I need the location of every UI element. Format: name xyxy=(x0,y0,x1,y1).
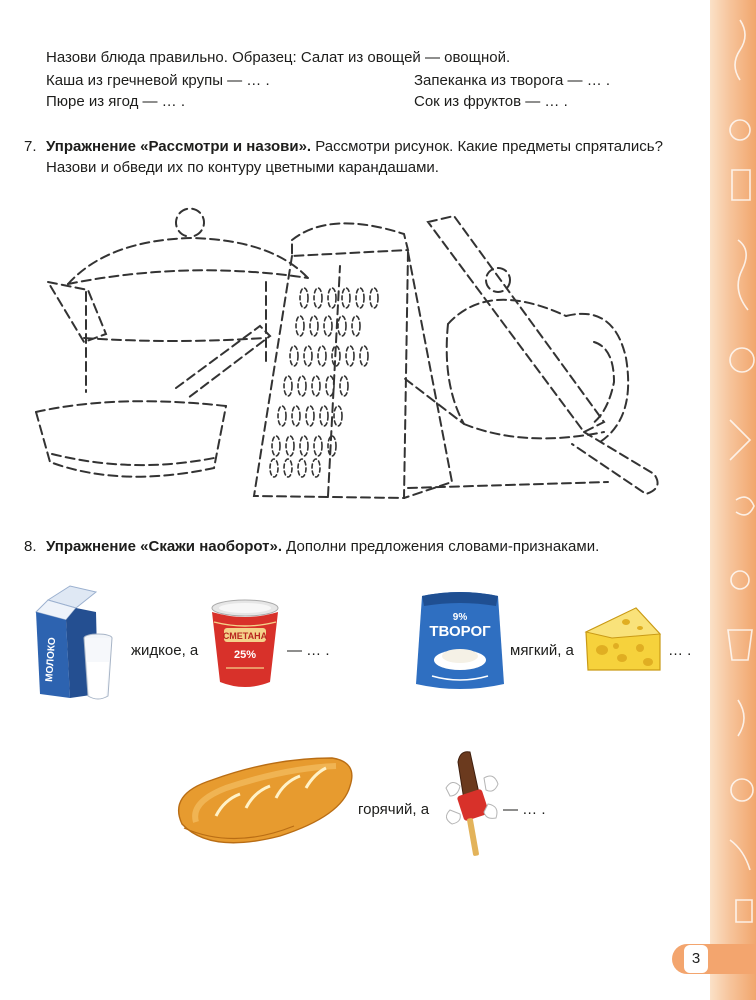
word-hot: горячий, а xyxy=(358,801,430,818)
kitchen-doodles-icon xyxy=(710,0,756,1000)
tvorog-percent: 9% xyxy=(452,612,468,623)
tvorog-label: ТВОРОГ xyxy=(429,623,491,640)
exercise-7-title: Упражнение «Рассмотри и назови». xyxy=(46,138,312,155)
intro-item: Каша из гречневой крупы — … . xyxy=(46,72,270,89)
page-number: 3 xyxy=(684,945,708,973)
exercise-8-heading xyxy=(46,537,599,557)
knife-outline xyxy=(428,216,658,494)
exercise-7-text-line2: Назови и обведи их по контуру цветными карандашами. xyxy=(46,159,439,176)
grater-outline xyxy=(254,223,452,498)
exercise-8-number: 8. xyxy=(24,538,37,555)
word-liquid: жидкое, а xyxy=(131,642,199,659)
exercise-7-number: 7. xyxy=(24,138,37,155)
frying-pan-outline xyxy=(36,326,270,477)
pot-outline xyxy=(48,209,308,392)
decorative-side-strip xyxy=(710,0,756,1000)
answer-blank: — … . xyxy=(503,801,546,818)
answer-blank: … . xyxy=(668,642,692,659)
cottage-cheese-bag-image xyxy=(412,588,508,692)
intro-item: Запеканка из творога — … . xyxy=(414,72,611,89)
answer-blank: — … . xyxy=(287,642,330,659)
milk-carton-image xyxy=(30,582,126,706)
bread-loaf-image xyxy=(172,752,354,848)
intro-item: Пюре из ягод — … . xyxy=(46,93,186,110)
milk-label: МОЛОКО xyxy=(44,637,59,683)
exercise-8-text: Дополни предложения словами-признаками. xyxy=(282,538,600,555)
ice-cream-image xyxy=(440,748,502,860)
exercise-7-heading xyxy=(46,137,663,157)
exercise-7-text: Рассмотри рисунок. Какие предметы спрятались? xyxy=(311,138,663,155)
smetana-percent: 25% xyxy=(233,649,257,661)
exercise-8-title: Упражнение «Скажи наоборот». xyxy=(46,538,283,555)
sour-cream-cup-image xyxy=(208,598,282,690)
cheese-wedge-image xyxy=(582,604,664,674)
intro-item: Сок из фруктов — … . xyxy=(414,93,568,110)
smetana-label: СМЕТАНА xyxy=(222,631,268,641)
intro-instruction: Назови блюда правильно. Образец: Салат из овощей — овощной. xyxy=(46,49,511,66)
hidden-objects-drawing xyxy=(28,200,678,500)
word-soft: мягкий, а xyxy=(510,642,574,659)
